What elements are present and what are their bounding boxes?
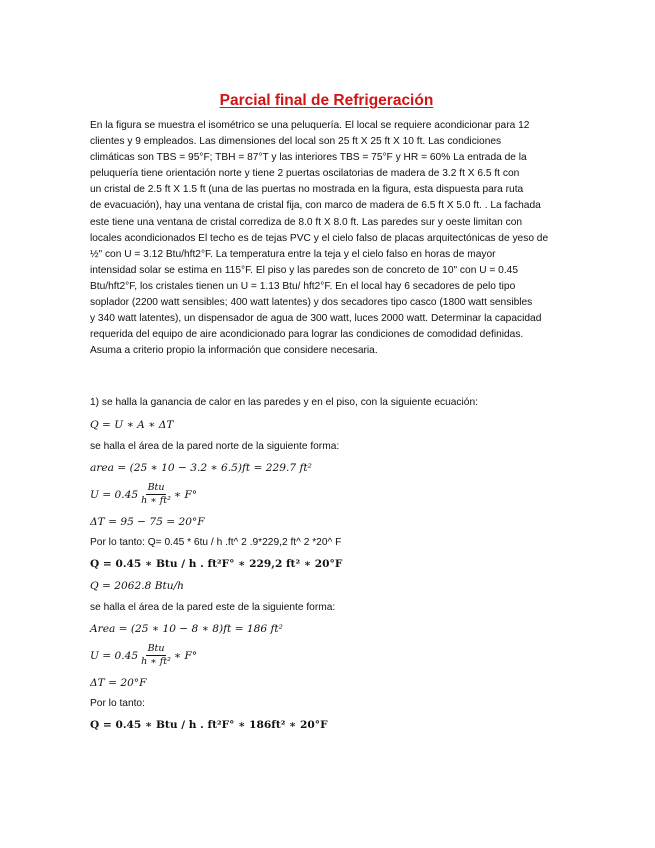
u-fraction — [139, 643, 173, 668]
north-wall-area: area = (25 ∗ 10 − 3.2 ∗ 6.5)ft = 229.7 ft² — [90, 462, 312, 475]
intro-line: un cristal de 2.5 ft X 1.5 ft (una de las puertas no mostrada en la figura, esta dispuesta para ruta — [90, 184, 524, 196]
q-result-north: Q = 2062.8 Btu/h — [90, 580, 184, 593]
por-lo-tanto-label: Por lo tanto: — [90, 698, 145, 710]
u-right: ∗ F° — [173, 649, 198, 662]
u-fraction — [139, 482, 173, 507]
section-heading: 1) se halla la ganancia de calor en las paredes y en el piso, con la siguiente ecuación: — [90, 397, 478, 409]
q-calc-east: Q = 0.45 ∗ Btu / h . ft²F° ∗ 186ft² ∗ 20°F — [90, 719, 328, 732]
intro-line: clientes y 9 empleados. Las dimensiones del local son 25 ft X 25 ft X 10 ft. Las condiciones — [90, 136, 502, 148]
document-title: Parcial final de Refrigeración — [219, 92, 434, 109]
intro-line: peluquería tiene orientación norte y tiene 2 puertas oscilatorias de madera de 3.2 ft X 6.5 ft con — [90, 168, 520, 180]
delta-t-east: ΔT = 20°F — [90, 677, 147, 690]
fraction-denominator: h ∗ ft² — [141, 495, 171, 507]
intro-line: ½" con U = 3.12 Btu/hft2°F. La temperatura entre la teja y el cielo falso en horas de mayor — [90, 248, 496, 260]
intro-line: este tiene una ventana de cristal corrediza de 8.0 ft X 8.0 ft. Las paredes sur y oeste limitan con — [90, 216, 523, 228]
intro-line: En la figura se muestra el isométrico se una peluquería. El local se requiere acondicionar para 12 — [90, 120, 530, 131]
intro-line: climáticas son TBS = 95°F; TBH = 87°T y las interiores TBS = 75°F y HR = 60% La entrada de la — [90, 152, 527, 164]
intro-line: Asuma a criterio propio la información que considere necesaria. — [90, 345, 378, 357]
q-calc-north: Q = 0.45 ∗ Btu / h . ft²F° ∗ 229,2 ft² ∗ 20°F — [90, 558, 343, 571]
u-left: U = 0.45 — [90, 649, 139, 662]
fraction-denominator: h ∗ ft² — [141, 656, 171, 668]
east-wall-area: Area = (25 ∗ 10 − 8 ∗ 8)ft = 186 ft² — [90, 623, 283, 636]
intro-line: requerida del equipo de aire acondicionado para lograr las condiciones de comodidad definidas. — [90, 329, 524, 341]
fraction-numerator: Btu — [147, 643, 165, 655]
east-wall-heading: se halla el área de la pared este de la siguiente forma: — [90, 602, 336, 614]
intro-line: de evacuación), hay una ventana de cristal fija, con marco de madera de 6.5 ft X 5.0 ft. . La fachada — [90, 200, 541, 212]
u-left: U = 0.45 — [90, 488, 139, 501]
north-wall-heading: se halla el área de la pared norte de la siguiente forma: — [90, 441, 340, 453]
u-value-equation — [90, 482, 563, 507]
u-value-equation-east — [90, 643, 563, 668]
intro-line: soplador (2200 watt sensibles; 400 watt latentes) y dos secadores tipo casco (1800 watt sensibles — [90, 297, 533, 309]
fraction-numerator: Btu — [147, 482, 165, 494]
equation-main: Q = U ∗ A ∗ ΔT — [90, 419, 174, 432]
intro-line: y 340 watt latentes), un dispensador de agua de 300 watt, luces 2000 watt. Determinar la capacidad — [90, 313, 542, 325]
intro-line: intensidad solar se estima en 115°F. El piso y las paredes son de concreto de 10" con U = 0.45 — [90, 264, 518, 276]
intro-line: locales acondicionados El techo es de tejas PVC y el cielo falso de placas arquitectónicas de yeso de — [90, 232, 549, 244]
delta-t-north: ΔT = 95 − 75 = 20°F — [90, 516, 205, 529]
intro-line: Btu/hft2°F, los cristales tienen un U = 1.13 Btu/ hft2°F. En el local hay 6 secadores de pelo tipo — [90, 280, 516, 292]
u-right: ∗ F° — [173, 488, 198, 501]
problem-statement — [90, 118, 563, 359]
por-lo-tanto-text: Por lo tanto: Q= 0.45 * 6tu / h .ft^ 2 .9*229,2 ft^ 2 *20^ F — [90, 537, 342, 549]
